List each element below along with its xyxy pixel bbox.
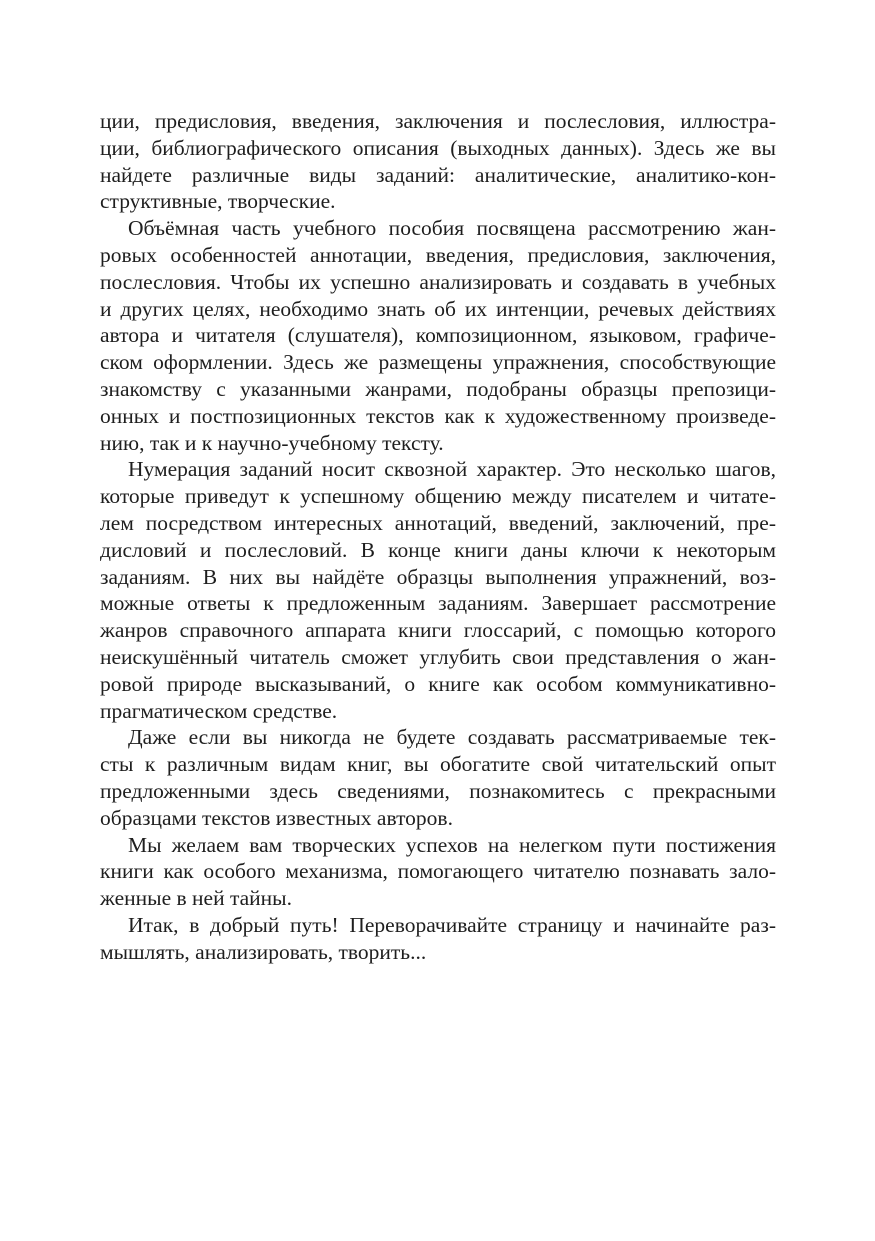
text-line: лем посредством интересных аннотаций, введений, заключений, пре- <box>100 510 776 535</box>
paragraph-6 <box>100 912 776 966</box>
text-line: мышлять, анализировать, творить... <box>100 939 427 964</box>
text-line: и других целях, необходимо знать об их интенции, речевых действиях <box>100 296 776 321</box>
text-line: книги как особого механизма, помогающего читателю познавать зало- <box>100 859 776 884</box>
text-line: ском оформлении. Здесь же размещены упражнения, способствующие <box>100 350 776 375</box>
paragraph-1 <box>100 108 776 215</box>
text-line: женные в ней тайны. <box>100 886 292 911</box>
text-line: можные ответы к предложенным заданиям. Завершает рассмотрение <box>100 591 776 616</box>
document-page <box>100 108 776 966</box>
text-line: ции, библиографического описания (выходных данных). Здесь же вы <box>100 135 776 160</box>
text-line: Мы желаем вам творческих успехов на нелегком пути постижения <box>128 832 776 857</box>
text-line: сты к различным видам книг, вы обогатите свой читательский опыт <box>100 752 776 777</box>
paragraph-5 <box>100 832 776 912</box>
text-line: Объёмная часть учебного пособия посвящена рассмотрению жан- <box>128 216 776 241</box>
text-line: Даже если вы никогда не будете создавать рассматриваемые тек- <box>128 725 776 750</box>
text-line: найдете различные виды заданий: аналитические, аналитико-кон- <box>100 162 776 187</box>
text-line: Нумерация заданий носит сквозной характер. Это несколько шагов, <box>128 457 776 482</box>
text-line: знакомству с указанными жанрами, подобраны образцы препозици- <box>100 376 776 401</box>
text-line: нию, так и к научно-учебному тексту. <box>100 430 444 455</box>
text-line: автора и читателя (слушателя), композиционном, языковом, графиче- <box>100 323 776 348</box>
text-line: ровой природе высказываний, о книге как особом коммуникативно- <box>100 671 776 696</box>
text-line: которые приведут к успешному общению между писателем и читате- <box>100 484 776 509</box>
paragraph-3 <box>100 456 776 724</box>
text-line: послесловия. Чтобы их успешно анализировать и создавать в учебных <box>100 269 776 294</box>
text-line: предложенными здесь сведениями, познакомитесь с прекрасными <box>100 778 776 803</box>
paragraph-2 <box>100 215 776 456</box>
text-line: заданиям. В них вы найдёте образцы выполнения упражнений, воз- <box>100 564 776 589</box>
text-line: неискушённый читатель сможет углубить свои представления о жан- <box>100 644 776 669</box>
text-line: дисловий и послесловий. В конце книги даны ключи к некоторым <box>100 537 776 562</box>
text-line: образцами текстов известных авторов. <box>100 805 453 830</box>
paragraph-4 <box>100 724 776 831</box>
text-line: структивные, творческие. <box>100 189 336 214</box>
text-line: ровых особенностей аннотации, введения, предисловия, заключения, <box>100 242 776 267</box>
text-line: онных и постпозиционных текстов как к художественному произведе- <box>100 403 776 428</box>
text-line: прагматическом средстве. <box>100 698 338 723</box>
text-line: ции, предисловия, введения, заключения и послесловия, иллюстра- <box>100 109 776 133</box>
text-line: Итак, в добрый путь! Переворачивайте страницу и начинайте раз- <box>128 912 776 937</box>
text-line: жанров справочного аппарата книги глоссарий, с помощью которого <box>100 618 776 643</box>
